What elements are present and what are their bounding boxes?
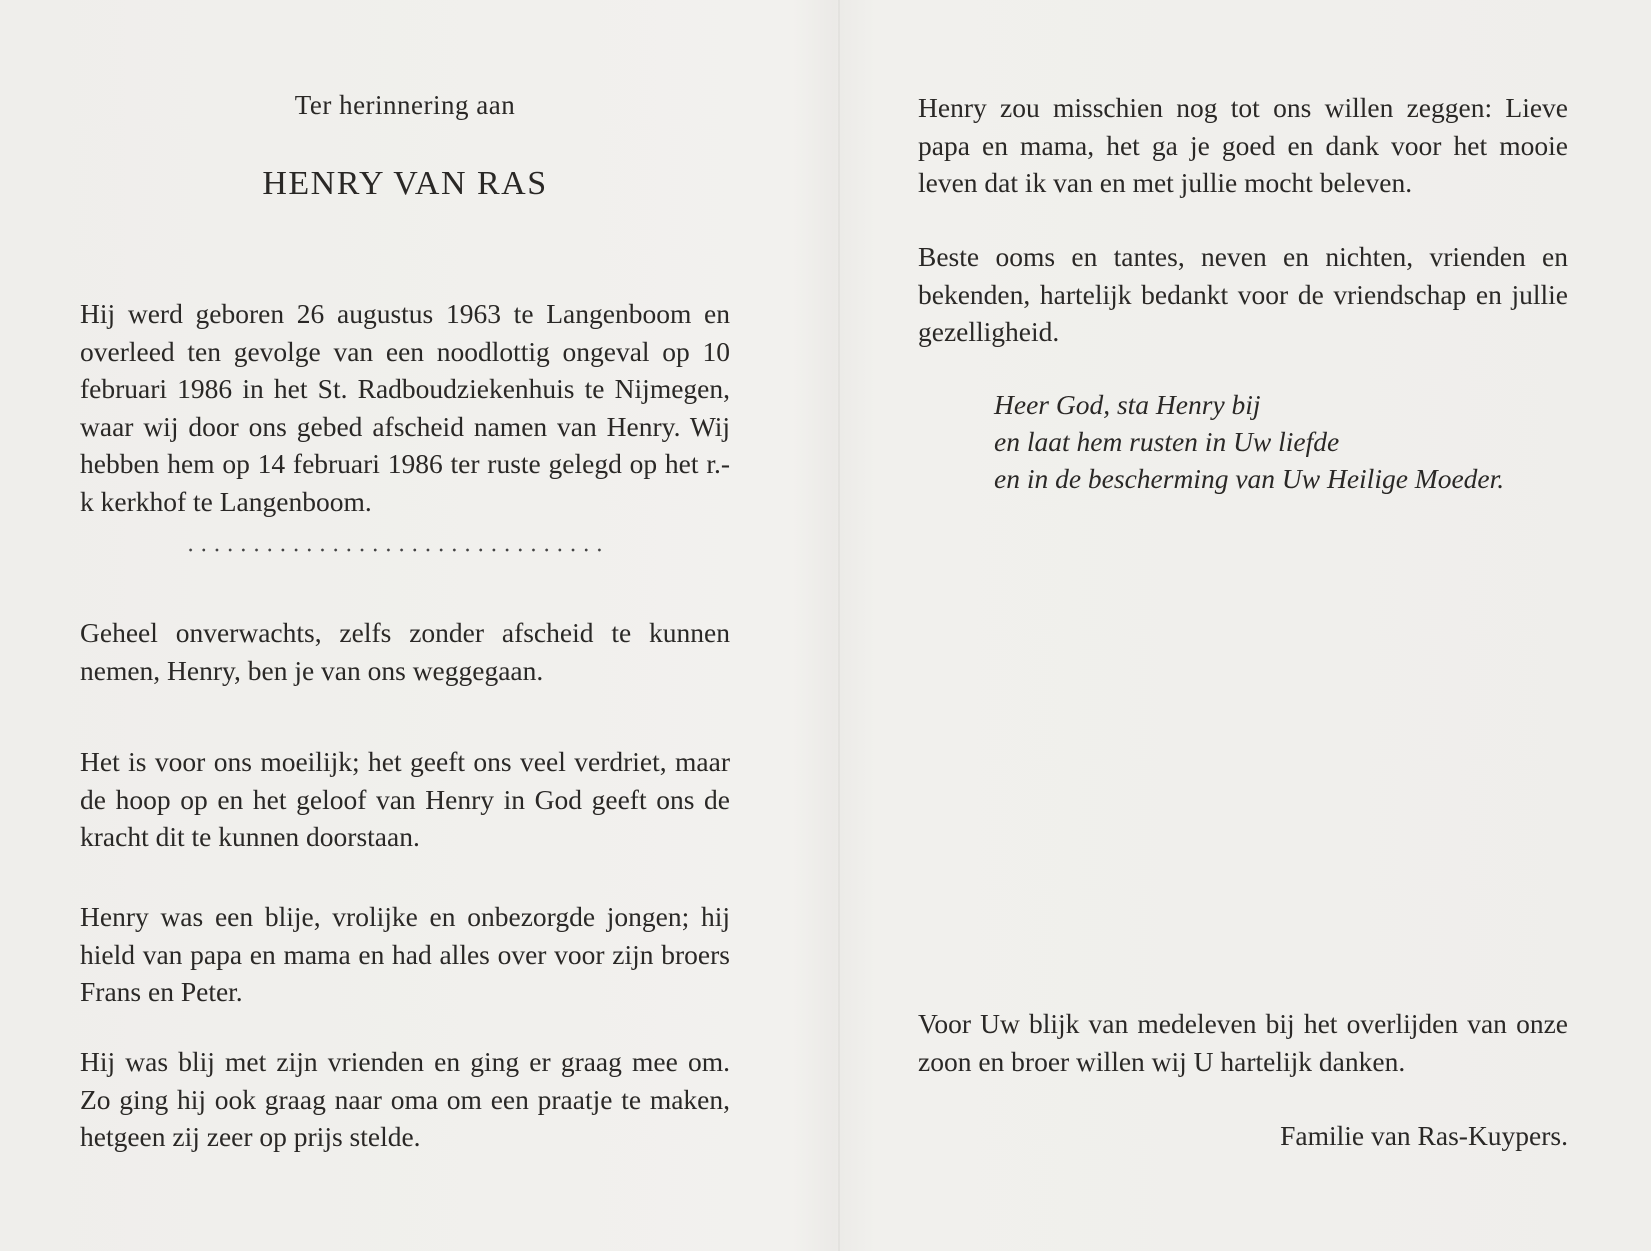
prayer-line: Heer God, sta Henry bij bbox=[994, 389, 1261, 420]
left-paragraph-2: Geheel onverwachts, zelfs zonder afscheid te kunnen nemen, Henry, ben je van ons weggegaan. bbox=[80, 617, 730, 686]
left-paragraph-3: Het is voor ons moeilijk; het geeft ons veel verdriet, maar de hoop op en het geloof van Henry in God geeft ons de kracht dit te kunnen doorstaan. bbox=[80, 746, 730, 852]
family-signature: Familie van Ras-Kuypers. bbox=[1280, 1120, 1568, 1151]
right-paragraph-1: Henry zou misschien nog tot ons willen zeggen: Lieve papa en mama, het ga je goed en dank voor het mooie leven dat ik van en met jullie mocht beleven. bbox=[918, 92, 1568, 198]
center-fold bbox=[838, 0, 840, 1251]
prayer-line: en laat hem rusten in Uw liefde bbox=[994, 426, 1340, 457]
biography-paragraph: Hij werd geboren 26 augustus 1963 te Langenboom en overleed ten gevolge van een noodlottig ongeval op 10 februari 1986 in het St. Radboudziekenhuis te Nijmegen, waar wij door ons gebed afscheid namen van Henry. Wij hebben hem op 14 februari 1986 ter ruste gelegd op het r.-k kerkhof te Langenboom. bbox=[80, 298, 730, 517]
left-paragraph-4: Henry was een blije, vrolijke en onbezorgde jongen; hij hield van papa en mama en had alles over voor zijn broers Frans en Peter. bbox=[80, 901, 730, 1007]
thanks-paragraph: Voor Uw blijk van medeleven bij het overlijden van onze zoon en broer willen wij U hartelijk danken. bbox=[918, 1008, 1568, 1077]
dotted-separator bbox=[184, 548, 604, 552]
intro-line: Ter herinnering aan bbox=[294, 90, 516, 120]
prayer bbox=[994, 386, 1594, 497]
prayer-line: en in de bescherming van Uw Heilige Moeder. bbox=[994, 463, 1505, 494]
left-paragraph-5: Hij was blij met zijn vrienden en ging er graag mee om. Zo ging hij ook graag naar oma om een praatje te maken, hetgeen zij zeer op prijs stelde. bbox=[80, 1046, 730, 1152]
deceased-name: HENRY VAN RAS bbox=[262, 165, 548, 202]
right-paragraph-2: Beste ooms en tantes, neven en nichten, vrienden en bekenden, hartelijk bedankt voor de vriendschap en jullie gezelligheid. bbox=[918, 241, 1568, 347]
